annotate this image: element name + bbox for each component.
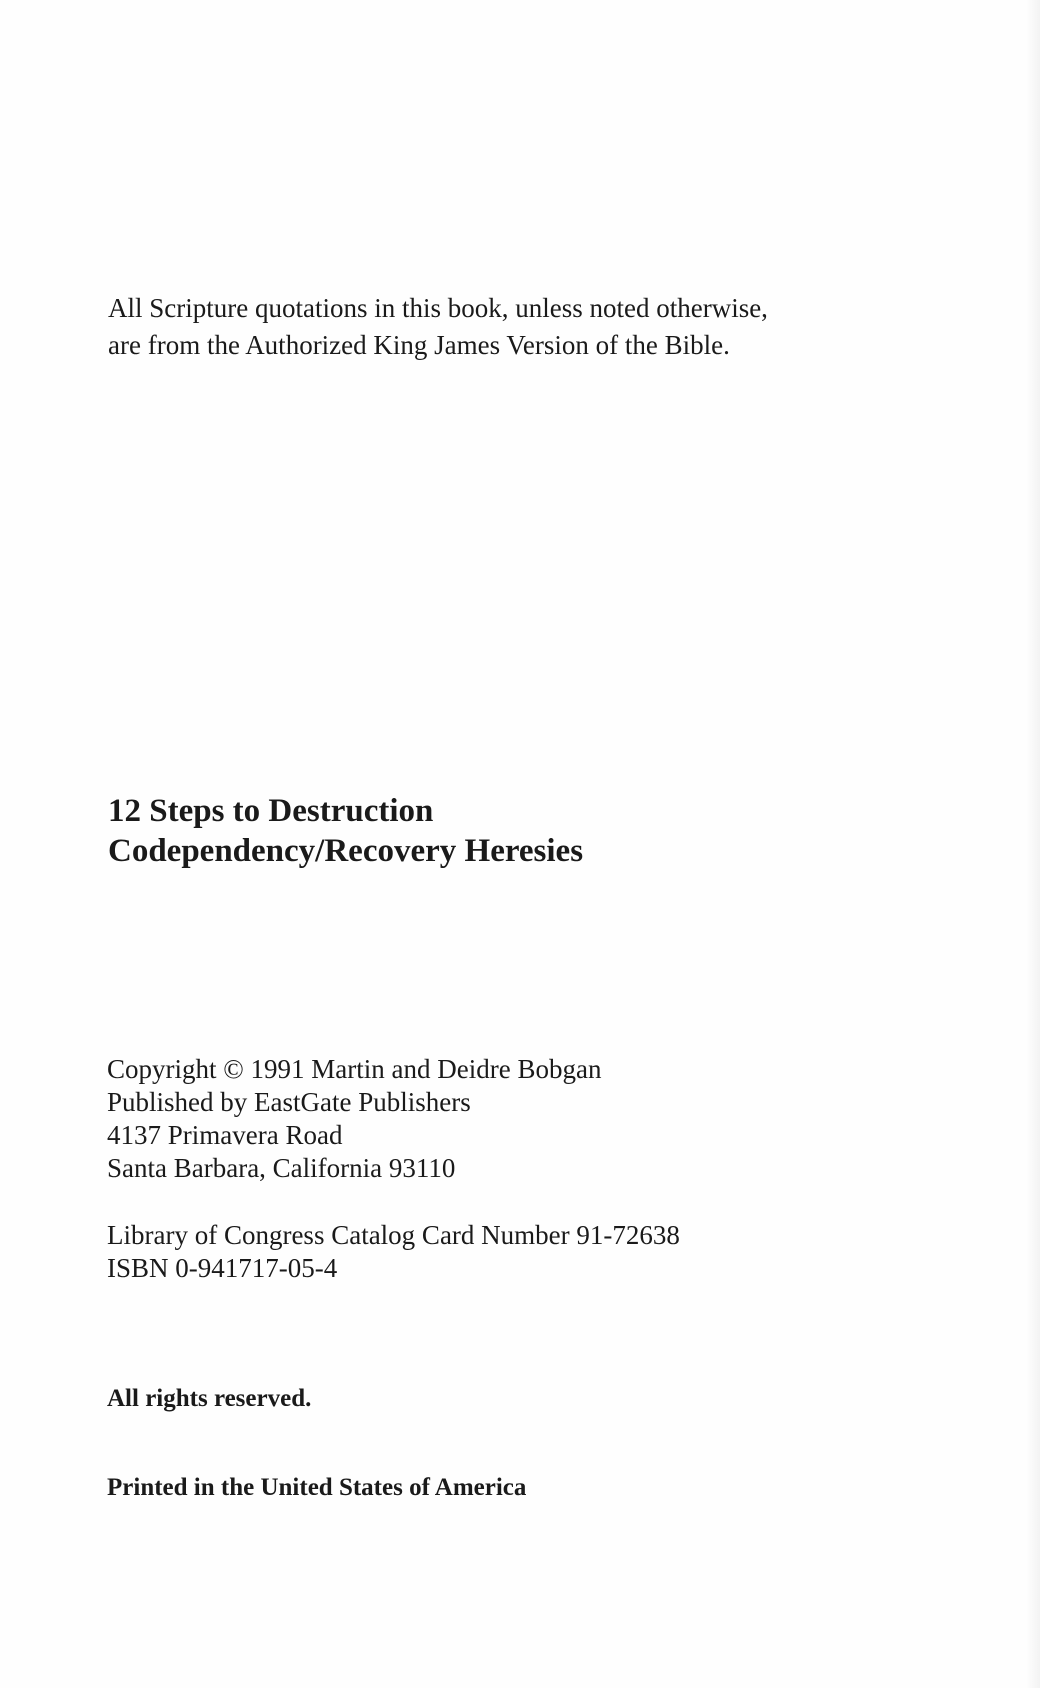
scripture-notice-line-2: are from the Authorized King James Version of the Bible. bbox=[108, 330, 730, 360]
page-edge-shadow bbox=[1026, 0, 1040, 1688]
library-of-congress-number: Library of Congress Catalog Card Number 91-72638 bbox=[107, 1220, 680, 1250]
publisher-street: 4137 Primavera Road bbox=[107, 1120, 343, 1150]
publisher-line: Published by EastGate Publishers bbox=[107, 1087, 471, 1117]
catalog-block bbox=[107, 1219, 680, 1285]
isbn: ISBN 0-941717-05-4 bbox=[107, 1253, 338, 1283]
printed-notice: Printed in the United States of America bbox=[107, 1474, 527, 1501]
scripture-notice-line-1: All Scripture quotations in this book, unless noted otherwise, bbox=[108, 293, 768, 323]
scripture-notice bbox=[108, 290, 948, 364]
publisher-city: Santa Barbara, California 93110 bbox=[107, 1153, 456, 1183]
book-subtitle: Codependency/Recovery Heresies bbox=[108, 833, 584, 869]
book-title-block bbox=[108, 791, 583, 871]
copyright-block bbox=[107, 1053, 601, 1185]
book-title: 12 Steps to Destruction bbox=[108, 793, 434, 829]
copyright-line: Copyright © 1991 Martin and Deidre Bobgan bbox=[107, 1054, 602, 1084]
rights-notice: All rights reserved. bbox=[107, 1385, 312, 1412]
